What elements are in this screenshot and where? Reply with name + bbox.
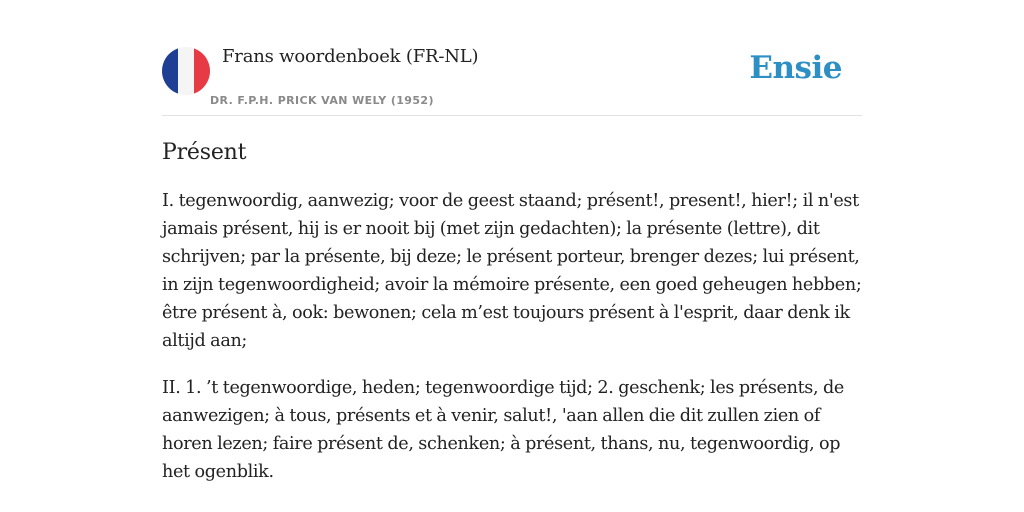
dictionary-entry-card	[162, 40, 862, 505]
dictionary-author: DR. F.P.H. PRICK VAN WELY (1952)	[210, 94, 434, 107]
dictionary-title[interactable]: Frans woordenboek (FR-NL)	[222, 46, 479, 67]
flag-stripe-white	[178, 47, 194, 95]
definition-paragraph: II. 1. ’t tegenwoordige, heden; tegenwoordige tijd; 2. geschenk; les présents, de aanwezigen; à tous, présents et à venir, salut!, 'aan allen die dit zullen zien of horen lezen; faire présent de, schenken; à présent, thans, nu, tegenwoordig, op het ogenblik.	[162, 378, 844, 482]
ensie-logo-link[interactable]: Ensie	[749, 50, 842, 86]
flag-stripe-blue	[162, 47, 178, 95]
entry-header	[162, 40, 862, 116]
definition-paragraph: I. tegenwoordig, aanwezig; voor de geest staand; présent!, present!, hier!; il n'est jamais présent, hij is er nooit bij (met zijn gedachten); la présente (lettre), dit schrijven; par la présente, bij deze; le présent porteur, brenger dezes; lui présent, in zijn tegenwoordigheid; avoir la mémoire présente, een goed geheugen hebben; être présent à, ook: bewonen; cela m’est toujours présent à l'esprit, daar denk ik altijd aan;	[162, 191, 862, 351]
headword: Présent	[162, 140, 247, 165]
french-flag-icon	[162, 47, 210, 95]
definition-list	[162, 187, 862, 486]
flag-stripe-red	[194, 47, 210, 95]
